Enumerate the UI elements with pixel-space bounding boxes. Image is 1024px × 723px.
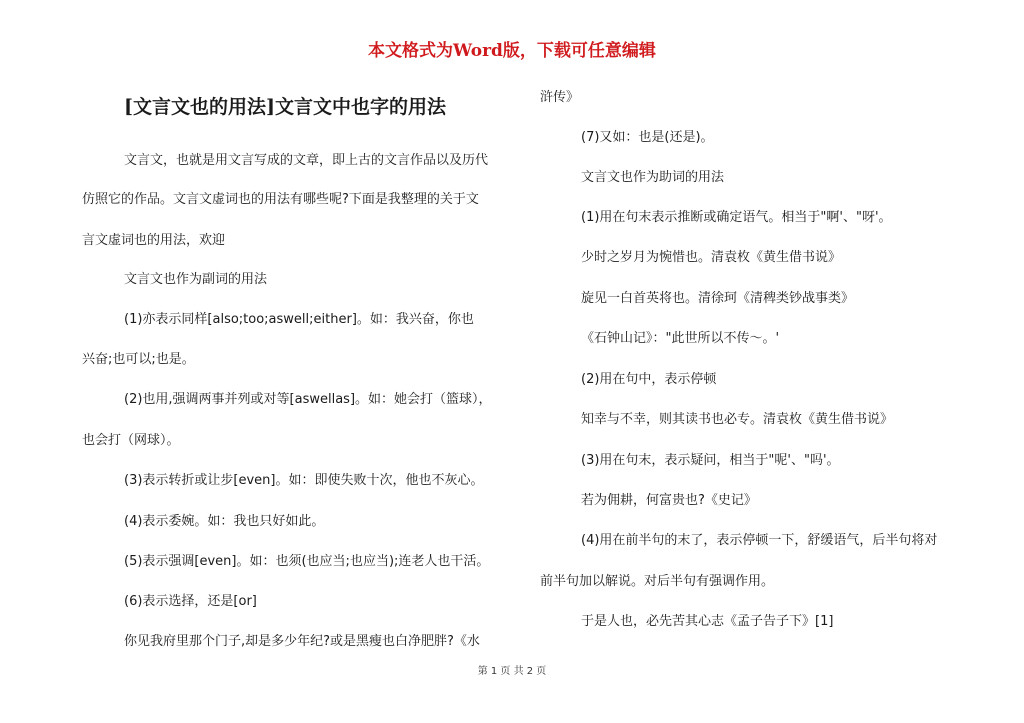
text-line: (4)表示委婉。如：我也只好如此。 xyxy=(124,514,325,529)
text-line: 你见我府里那个门子,却是多少年纪?或是黑瘦也白净肥胖?《水 xyxy=(124,634,480,649)
text-line: 也会打（网球）。 xyxy=(82,433,180,448)
text-line: (5)表示强调[even]。如：也须(也应当;也应当);连老人也干活。 xyxy=(124,554,490,569)
word-format-banner: 本文格式为Word版，下载可任意编辑 xyxy=(368,41,656,61)
text-line: (4)用在前半句的末了，表示停顿一下，舒缓语气，后半句将对 xyxy=(581,533,938,548)
text-line: 浒传》 xyxy=(540,90,580,105)
page-number-footer: 第 1 页 共 2 页 xyxy=(477,666,547,677)
text-line: 文言文也作为助词的用法 xyxy=(581,170,725,185)
text-line: 少时之岁月为惋惜也。清袁枚《黄生借书说》 xyxy=(581,250,842,265)
text-line: (7)又如：也是(还是)。 xyxy=(581,130,714,145)
text-line: (2)用在句中，表示停顿 xyxy=(581,372,717,387)
text-line: 于是人也，必先苦其心志《孟子告子下》[1] xyxy=(581,614,834,629)
text-line: 《石钟山记》："此世所以不传～。' xyxy=(581,331,780,346)
text-line: (1)亦表示同样[also;too;aswell;either]。如：我兴奋，你也 xyxy=(124,312,474,327)
document-title: [文言文也的用法]文言文中也字的用法 xyxy=(124,96,446,118)
text-line: (3)表示转折或让步[even]。如：即使失败十次，他也不灰心。 xyxy=(124,473,484,488)
text-line: 文言文也作为副词的用法 xyxy=(124,272,268,287)
text-line: 前半句加以解说。对后半句有强调作用。 xyxy=(540,574,775,589)
text-line: 若为佣耕，何富贵也?《史记》 xyxy=(581,493,757,508)
text-line: 言文虚词也的用法，欢迎 xyxy=(82,233,226,248)
text-line: (1)用在句末表示推断或确定语气。相当于"啊'、"呀'。 xyxy=(581,210,892,225)
text-line: 旋见一白首英将也。清徐珂《清稗类钞战事类》 xyxy=(581,291,855,306)
text-line: (6)表示选择，还是[or] xyxy=(124,594,257,609)
text-line: 文言文，也就是用文言写成的文章，即上古的文言作品以及历代 xyxy=(124,153,489,168)
text-line: 知幸与不幸，则其读书也必专。清袁枚《黄生借书说》 xyxy=(581,412,894,427)
text-line: (2)也用,强调两事并列或对等[aswellas]。如：她会打（篮球）， xyxy=(124,392,492,407)
text-line: 仿照它的作品。文言文虚词也的用法有哪些呢?下面是我整理的关于文 xyxy=(82,192,479,207)
text-line: (3)用在句末，表示疑问，相当于"呢'、"吗'。 xyxy=(581,453,840,468)
text-line: 兴奋;也可以;也是。 xyxy=(82,352,195,367)
